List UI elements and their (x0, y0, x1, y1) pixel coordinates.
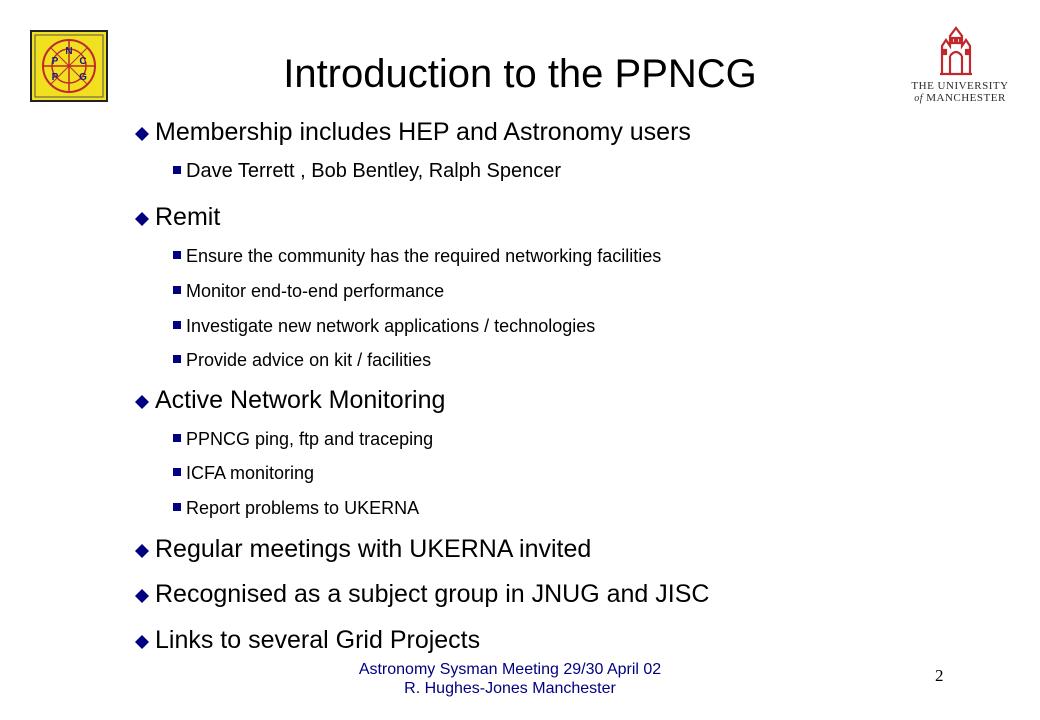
diamond-bullet-icon (135, 212, 149, 226)
sub-item-remit (173, 279, 444, 303)
diamond-bullet-icon (135, 635, 149, 649)
square-bullet-icon (173, 468, 181, 476)
square-bullet-icon (173, 286, 181, 294)
sub-item-membership (173, 159, 561, 183)
bullet-text: Regular meetings with UKERNA invited (155, 535, 592, 563)
university-line1: THE UNIVERSITY (911, 80, 1009, 92)
bullet-text: Membership includes HEP and Astronomy users (155, 118, 691, 146)
bullet-item-grid (135, 624, 480, 656)
bullet-text: Links to several Grid Projects (155, 626, 481, 654)
bullet-item-membership (135, 116, 691, 148)
university-of: of (914, 93, 923, 104)
bullet-item-recognised (135, 578, 709, 610)
slide-title: Introduction to the PPNCG (283, 52, 757, 96)
diamond-bullet-icon (135, 127, 149, 141)
sub-item-monitoring (173, 496, 419, 520)
university-manchester: MANCHESTER (926, 92, 1006, 104)
sub-text: Investigate new network applications / technologies (186, 316, 596, 336)
sub-text: Ensure the community has the required networking facilities (186, 246, 662, 266)
sub-text: Report problems to UKERNA (186, 498, 420, 518)
logo-letter-n: N (65, 46, 73, 57)
bullet-text: Recognised as a subject group in JNUG and JISC (155, 580, 710, 608)
square-bullet-icon (173, 503, 181, 511)
square-bullet-icon (173, 355, 181, 363)
sub-text: PPNCG ping, ftp and traceping (186, 429, 434, 449)
sub-text: Monitor end-to-end performance (186, 281, 445, 301)
logo-letter-p-top: P (51, 56, 59, 67)
footer-line1: Astronomy Sysman Meeting 29/30 April 02 (358, 661, 662, 678)
sub-text: Dave Terrett , Bob Bentley, Ralph Spencer (186, 160, 562, 182)
logo-letter-g: G (79, 72, 87, 83)
sub-text: Provide advice on kit / facilities (186, 350, 432, 370)
bullet-text: Active Network Monitoring (155, 386, 446, 414)
logo-letter-p-bottom: P (51, 72, 59, 83)
square-bullet-icon (173, 251, 181, 259)
bullet-item-remit (135, 201, 220, 233)
sub-item-remit (173, 348, 431, 372)
footer-line2: R. Hughes-Jones Manchester (404, 680, 616, 697)
bullet-item-monitoring (135, 384, 445, 416)
diamond-bullet-icon (135, 395, 149, 409)
sub-item-monitoring (173, 461, 314, 485)
page-number: 2 (935, 666, 944, 685)
bullet-item-meetings (135, 533, 591, 565)
logo-letter-c: C (79, 56, 87, 67)
sub-text: ICFA monitoring (186, 463, 315, 483)
sub-item-remit (173, 314, 595, 338)
diamond-bullet-icon (135, 544, 149, 558)
sub-item-monitoring (173, 427, 433, 451)
square-bullet-icon (173, 166, 181, 174)
square-bullet-icon (173, 321, 181, 329)
square-bullet-icon (173, 434, 181, 442)
bullet-text: Remit (155, 203, 221, 231)
sub-item-remit (173, 244, 661, 268)
slide-footer (320, 660, 700, 698)
diamond-bullet-icon (135, 589, 149, 603)
